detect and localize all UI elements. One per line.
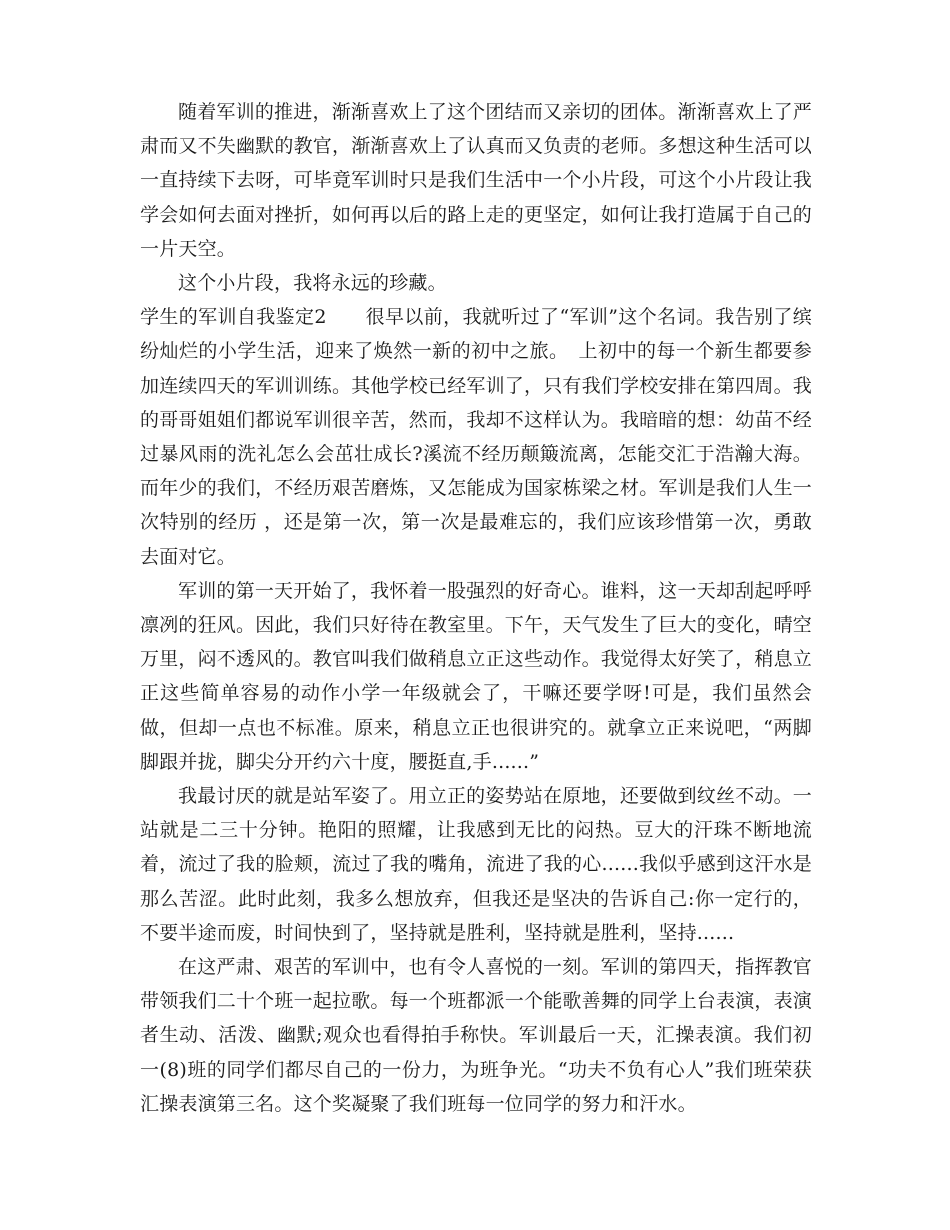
paragraph-1: 随着军训的推进，渐渐喜欢上了这个团结而又亲切的团体。渐渐喜欢上了严肃而又不失幽默的教官，渐渐喜欢上了认真而又负责的老师。多想这种生活可以一直持续下去呀，可毕竟军训时只是我们生活中一个小片段，可这个小片段让我学会如何去面对挫折，如何再以后的路上走的更坚定，如何让我打造属于自己的一片天空。 (140, 101, 813, 260)
document-body (140, 95, 812, 1121)
paragraph-4: 军训的第一天开始了，我怀着一股强烈的好奇心。谁料，这一天却刮起呼呼凛冽的狂风。因此，我们只好待在教室里。下午，天气发生了巨大的变化，晴空万里，闷不透风的。教官叫我们做稍息立正这些动作。我觉得太好笑了，稍息立正这些简单容易的动作小学一年级就会了，干嘛还要学呀!可是，我们虽然会做，但却一点也不标准。原来，稍息立正也很讲究的。就拿立正来说吧，“两脚脚跟并拢，脚尖分开约六十度，腰挺直,手......” (140, 579, 813, 773)
paragraph-2: 这个小片段，我将永远的珍藏。 (178, 272, 447, 295)
paragraph-5: 我最讨厌的就是站军姿了。用立正的姿势站在原地，还要做到纹丝不动。一站就是二三十分钟。艳阳的照耀，让我感到无比的闷热。豆大的汗珠不断地流着，流过了我的脸颊，流过了我的嘴角，流进了我的心......我似乎感到这汗水是那么苦涩。此时此刻，我多么想放弃，但我还是坚决的告诉自己:你一定行的，不要半途而废，时间快到了，坚持就是胜利，坚持就是胜利，坚持...... (140, 785, 812, 944)
paragraph-3-section-heading: 学生的军训自我鉴定2 很早以前，我就听过了“军训”这个名词。我告别了缤纷灿烂的小学生活，迎来了焕然一新的初中之旅。 上初中的每一个新生都要参加连续四天的军训训练。其他学校已经军训了，只有我们学校安排在第四周。我的哥哥姐姐们都说军训很辛苦，然而，我却不这样认为。我暗暗的想：幼苗不经过暴风雨的洗礼怎么会茁壮成长?溪流不经历颠簸流离，怎能交汇于浩瀚大海。而年少的我们，不经历艰苦磨炼，又怎能成为国家栋梁之材。军训是我们人生一次特别的经历 ，还是第一次，第一次是最难忘的，我们应该珍惜第一次，勇敢去面对它。 (140, 306, 813, 568)
paragraph-6: 在这严肃、艰苦的军训中，也有令人喜悦的一刻。军训的第四天，指挥教官带领我们二十个班一起拉歌。每一个班都派一个能歌善舞的同学上台表演，表演者生动、活泼、幽默;观众也看得拍手称快。军训最后一天，汇操表演。我们初一(8)班的同学们都尽自己的一份力，为班争光。“功夫不负有心人”我们班荣获汇操表演第三名。这个奖凝聚了我们班每一位同学的努力和汗水。 (140, 956, 813, 1115)
